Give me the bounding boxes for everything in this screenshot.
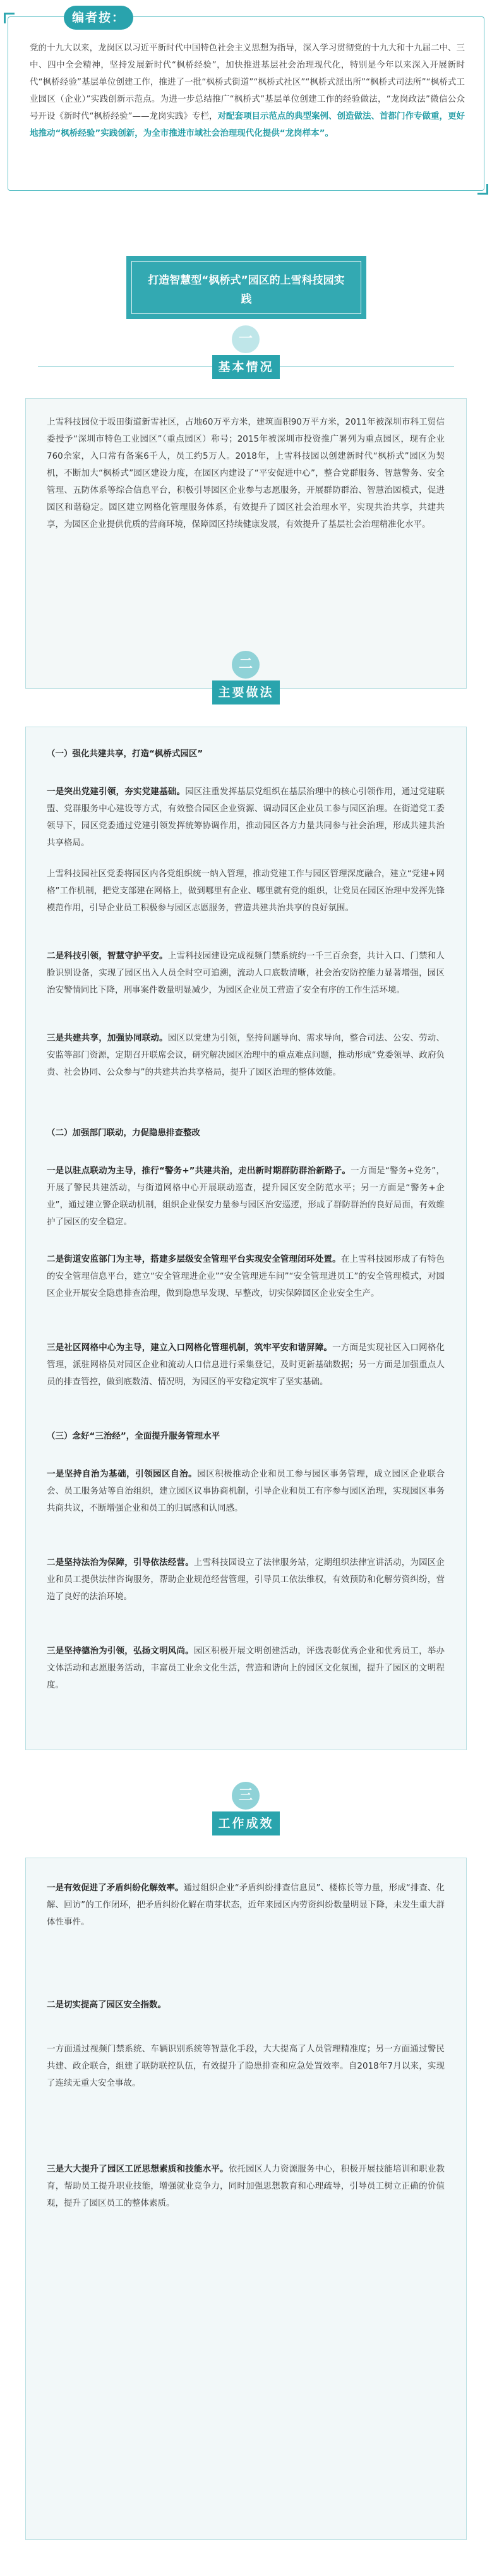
methods-paragraph: 一是突出党建引领，夯实党建基础。园区注重发挥基层党组织在基层治理中的核心引领作用，通过党建联盟、党群服务中心建设等方式，有效整合园区企业资源、调动园区企业员工参与园区治理。在街道党工委领导下，园区党委通过党建引领发挥统筹协调作用，推动园区各方力量共同参与社会治理，形成共建共治共享格局。 — [47, 787, 445, 848]
section-number: 二 — [232, 651, 260, 679]
main-title: 打造智慧型“枫桥式”园区的上雪科技园实践 — [148, 274, 345, 306]
editor-note-badge: 编者按： — [64, 6, 133, 30]
section-label: 基本情况 — [212, 355, 280, 379]
editor-note-box — [8, 11, 484, 191]
methods-paragraph: 二是科技引领，智慧守护平安。上雪科技园建设完成视频门禁系统约一千三百余套，共计入口、门禁和人脸识别设备，实现了园区出入人员全时空可追溯，流动人口底数清晰，社会治安防控能力显著增强，园区治安警情同比下降，刑事案件数量明显减少，为园区企业员工营造了安全有序的工作生活环境。 — [47, 951, 445, 995]
methods-heading-2: （二）加强部门联动，力促隐患排查整改 — [47, 1128, 200, 1138]
methods-paragraph: 二是坚持法治为保障，引导依法经营。上雪科技园设立了法律服务站，定期组织法律宣讲活动，为园区企业和员工提供法律咨询服务，帮助企业规范经营管理，引导员工依法维权，有效预防和化解劳资纠纷，营造了良好的法治环境。 — [47, 1557, 445, 1602]
editor-note-text — [30, 40, 465, 142]
editor-note-body: 党的十九大以来，龙岗区以习近平新时代中国特色社会主义思想为指导，深入学习贯彻党的十九大和十九届二中、三中、四中全会精神，坚持发展新时代“枫桥经验”，加快推进基层社会治理现代化，特别是今年以来深入开展新时代“枫桥经验”基层单位创建工作，推进了一批“枫桥式街道”“枫桥式社区”“枫桥式派出所”“枫桥式司法所”“枫桥式工业园区（企业）”实践创新示范点。为进一步总结推广“枫桥式”基层单位创建工作的经验做法，“龙岗政法”微信公众号开设《新时代“枫桥经验”——龙岗实践》专栏， — [30, 43, 465, 121]
editor-note-highlight: 对配套项目示范点的典型案例、创造做法、首都门作专做重，更好地推动“枫桥经验”实践创新，为全市推进市域社会治理现代化提供“龙岗样本”。 — [30, 111, 465, 138]
results-paragraph: 三是大大提升了园区工匠思想素质和技能水平。依托园区人力资源服务中心，积极开展技能培训和职业教育，帮助员工提升职业技能，增强就业竞争力，同时加强思想教育和心理疏导，引导员工树立正确的价值观，提升了园区员工的整体素质。 — [47, 2164, 445, 2208]
methods-paragraph: 一是坚持自治为基础，引领园区自治。园区积极推动企业和员工参与园区事务管理，成立园区企业联合会、员工服务站等自治组织，建立园区议事协商机制，引导企业和员工有序参与园区治理，实现园区事务共商共议，不断增强企业和员工的归属感和认同感。 — [47, 1469, 445, 1513]
methods-paragraph: 三是共建共享，加强协同联动。园区以党建为引领，坚持问题导向、需求导向，整合司法、公安、劳动、安监等部门资源，定期召开联席会议，研究解决园区治理中的重点难点问题，推动形成“党委领导、政府负责、社会协同、公众参与”的共建共治共享格局，提升了园区治理的整体效能。 — [47, 1033, 445, 1077]
methods-heading-3: （三）念好“三治经”，全面提升服务管理水平 — [47, 1431, 220, 1441]
methods-paragraph: 一是以驻点联动为主导，推行“警务+”共建共治，走出新时期群防群治新路子。一方面是“警务+党务”，开展了警民共建活动，与街道网格中心开展联动巡查，提升园区安全防范水平；另一方面是“警务+企业”，通过建立警企联动机制，组织企业保安力量参与园区治安巡逻，形成了群防群治的良好局面，有效维护了园区的安全稳定。 — [47, 1166, 445, 1227]
section-header-methods — [0, 632, 492, 733]
section-header-results — [0, 1763, 492, 1864]
methods-paragraph: 二是街道安监部门为主导，搭建多层级安全管理平台实现安全管理闭环处置。在上雪科技园形成了有特色的安全管理信息平台，建立“安全管理进企业”“安全管理进车间”“安全管理进员工”的安全管理模式，对园区企业开展安全隐患排查治理，做到隐患早发现、早整改，切实保障园区企业安全生产。 — [47, 1254, 445, 1298]
methods-paragraph: 三是社区网格中心为主导，建立入口网格化管理机制，筑牢平安和谐屏障。一方面是实现社区入口网格化管理，派驻网格员对园区企业和流动人口信息进行采集登记，及时更新基础数据；另一方面是加强重点人员的排查管控，做到底数清、情况明，为园区的平安稳定筑牢了坚实基础。 — [47, 1343, 445, 1387]
section-label: 工作成效 — [212, 1811, 280, 1835]
methods-heading-1: （一）强化共建共享，打造“枫桥式园区” — [47, 749, 203, 759]
section-number: 三 — [232, 1782, 260, 1810]
section-label: 主要做法 — [212, 680, 280, 704]
results-paragraph: 一是有效促进了矛盾纠纷化解效率。通过组织企业“矛盾纠纷排查信息员”、楼栋长等力量，形成“排查、化解、回访”的工作闭环，把矛盾纠纷化解在萌芽状态，近年来园区内劳资纠纷数量明显下降，未发生重大群体性事件。 — [47, 1883, 445, 1927]
methods-paragraph: 三是坚持德治为引领，弘扬文明风尚。园区积极开展文明创建活动，评选表彰优秀企业和优秀员工，举办文体活动和志愿服务活动，丰富员工业余文化生活，营造和谐向上的园区文化氛围，提升了园区的文明程度。 — [47, 1646, 445, 1690]
results-heading: 二是切实提高了园区安全指数。 — [47, 2000, 166, 2010]
main-title-banner — [126, 256, 366, 319]
basic-paragraph: 上雪科技园位于坂田街道新雪社区，占地60万平方米，建筑面积90万平方米，2011年被深圳市科工贸信委授予“深圳市特色工业园区”（重点园区）称号；2015年被深圳市投资推广署列为重点园区，现有企业760余家，入口常有备案6千人，员工约5万人。2018年，上雪科技园以创建新时代“枫桥式”园区为契机，不断加大“枫桥式”园区建设力度，在园区内建设了“平安促进中心”，整合党群服务、智慧警务、安全管理、五防体系等综合信息平台，积极引导园区企业参与志愿服务，开展群防群治、智慧治园模式，促进园区和谐稳定。园区建立网格化管理服务体系，有效提升了园区社会治理水平，实现共治共享，共建共享，为园区企业提供优质的营商环境，保障园区持续健康发展，有效提升了基层社会治理精准化水平。 — [47, 417, 445, 529]
methods-paragraph: 上雪科技园社区党委将园区内各党组织统一纳入管理，推动党建工作与园区管理深度融合，建立“党建+网格”工作机制，把党支部建在网格上，做到哪里有企业、哪里就有党的组织，让党员在园区治理中发挥先锋模范作用，引导企业员工积极参与园区志愿服务，营造共建共治共享的良好氛围。 — [47, 869, 445, 913]
section-number: 一 — [232, 325, 260, 353]
results-paragraph: 一方面通过视频门禁系统、车辆识别系统等智慧化手段，大大提高了人员管理精准度；另一方面通过警民共建、政企联合，组建了联防联控队伍，有效提升了隐患排查和应急处置效率。自2018年7月以来，实现了连续无重大安全事故。 — [47, 2044, 445, 2088]
